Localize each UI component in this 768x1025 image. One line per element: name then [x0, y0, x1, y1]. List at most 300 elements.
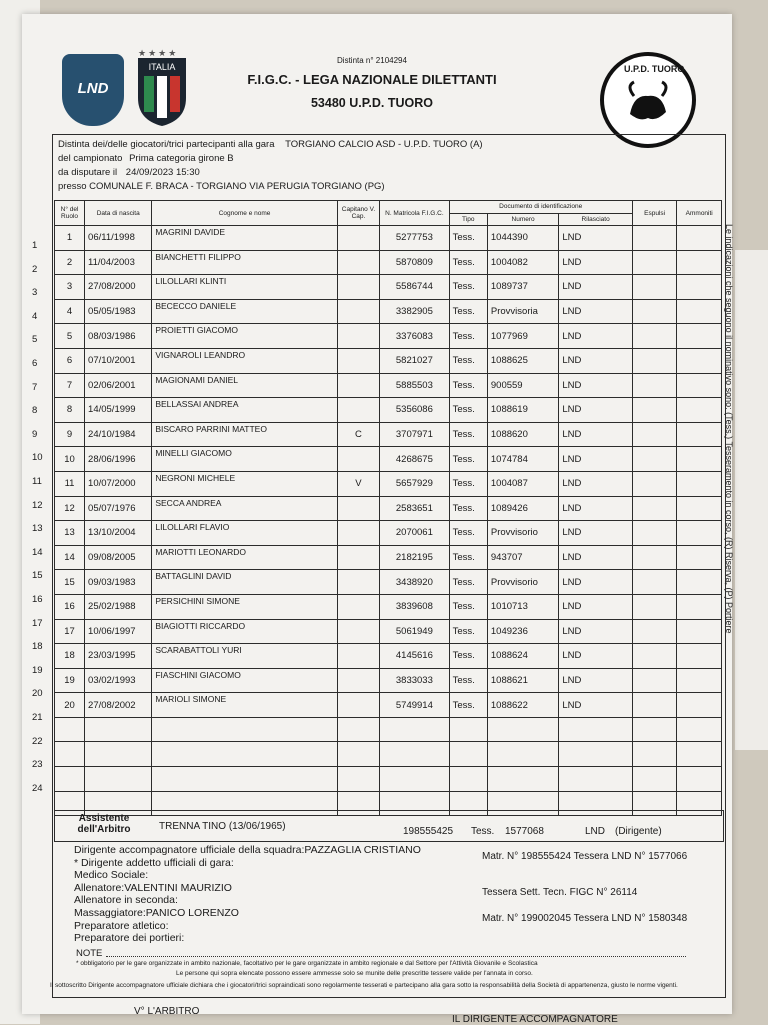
cell-ruolo [55, 717, 85, 742]
cell-numero: 900559 [487, 373, 558, 398]
cell-espulsi [632, 644, 677, 669]
cell-numero: 1010713 [487, 594, 558, 619]
cell-ammoniti [677, 496, 722, 521]
allenatore-id: Tessera Sett. Tecn. FIGC N° 26114 [482, 887, 638, 898]
col-nome: Cognome e nome [152, 201, 337, 226]
row-number: 19 [32, 664, 43, 676]
cell-ruolo: 16 [55, 594, 85, 619]
cell-nome [152, 767, 337, 792]
cell-ammoniti [677, 742, 722, 767]
cell-ruolo: 4 [55, 299, 85, 324]
date-line [58, 166, 483, 180]
cell-rilasciato: LND [559, 619, 633, 644]
row-number: 11 [32, 476, 42, 487]
table-row [55, 767, 722, 792]
cell-rilasciato [559, 767, 633, 792]
cell-capitano [337, 348, 379, 373]
cell-rilasciato [559, 717, 633, 742]
col-tipo: Tipo [449, 213, 487, 226]
cell-ruolo [55, 767, 85, 792]
cell-espulsi [632, 619, 677, 644]
cell-nome: MAGRINI DAVIDE [152, 226, 337, 251]
cell-capitano [337, 373, 379, 398]
cell-ruolo: 20 [55, 693, 85, 718]
staff-medico: Medico Sociale: [74, 869, 149, 882]
cell-tipo: Tess. [449, 422, 487, 447]
assistant-name: TRENNA TINO (13/06/1965) [159, 821, 286, 832]
cell-ammoniti [677, 570, 722, 595]
cell-ruolo: 9 [55, 422, 85, 447]
venue-line [58, 180, 483, 194]
cell-numero: 1088619 [487, 398, 558, 423]
staff-addetto: * Dirigente addetto ufficiali di gara: [74, 856, 234, 869]
cell-numero [487, 742, 558, 767]
table-row [55, 742, 722, 767]
cell-espulsi [632, 250, 677, 275]
match-value: TORGIANO CALCIO ASD - U.P.D. TUORO (A) [285, 139, 483, 150]
cell-tipo: Tess. [449, 373, 487, 398]
cell-capitano [337, 299, 379, 324]
staff-allenatore: Allenatore:VALENTINI MAURIZIO [74, 881, 232, 894]
cell-rilasciato [559, 742, 633, 767]
cell-nascita: 05/07/1976 [85, 496, 152, 521]
cell-nascita: 10/06/1997 [85, 619, 152, 644]
cell-rilasciato: LND [559, 373, 633, 398]
cell-numero: 1088624 [487, 644, 558, 669]
italia-logo [134, 50, 190, 128]
cell-capitano [337, 324, 379, 349]
cell-numero: 943707 [487, 545, 558, 570]
dirigente-id: Matr. N° 198555424 Tessera LND N° 1577066 [482, 851, 688, 862]
cell-nome: MAGIONAMI DANIEL [152, 373, 337, 398]
cell-nascita: 06/11/1998 [85, 226, 152, 251]
championship-value: Prima categoria girone B [129, 153, 234, 164]
row-number: 7 [32, 381, 38, 393]
cell-nome: SECCA ANDREA [152, 496, 337, 521]
cell-numero: 1044390 [487, 226, 558, 251]
cell-rilasciato: LND [559, 570, 633, 595]
table-row [55, 398, 722, 423]
cell-tipo: Tess. [449, 545, 487, 570]
cell-nascita: 03/02/1993 [85, 668, 152, 693]
championship-line [58, 152, 483, 166]
cell-matricola: 5586744 [380, 275, 449, 300]
table-row [55, 619, 722, 644]
cell-espulsi [632, 570, 677, 595]
cell-tipo: Tess. [449, 619, 487, 644]
cell-numero: 1004087 [487, 471, 558, 496]
cell-ammoniti [677, 348, 722, 373]
cell-ruolo: 10 [55, 447, 85, 472]
cell-nascita [85, 767, 152, 792]
col-capitano: Capitano V. Cap. [337, 201, 379, 226]
cell-tipo: Tess. [449, 447, 487, 472]
side-legend: Le indicazioni che seguono il nominativo sono: (Tess.) Tesseramento in corso, (R) Riserva, (P) Portiere [724, 224, 734, 634]
cell-tipo: Tess. [449, 521, 487, 546]
cell-ammoniti [677, 471, 722, 496]
cell-nascita: 25/02/1988 [85, 594, 152, 619]
cell-tipo: Tess. [449, 226, 487, 251]
cell-capitano: C [337, 422, 379, 447]
cell-ammoniti [677, 299, 722, 324]
staff-massaggiatore: Massaggiatore:PANICO LORENZO [74, 906, 239, 919]
cell-tipo: Tess. [449, 471, 487, 496]
staff-allenatore-seconda: Allenatore in seconda: [74, 894, 178, 907]
tuoro-logo-text: U.P.D. TUORO [624, 64, 685, 74]
cell-numero [487, 767, 558, 792]
cell-numero: 1089426 [487, 496, 558, 521]
cell-capitano [337, 226, 379, 251]
table-row [55, 299, 722, 324]
cell-capitano [337, 398, 379, 423]
assistant-tipo: Tess. [471, 826, 495, 837]
col-nascita: Data di nascita [85, 201, 152, 226]
cell-rilasciato: LND [559, 299, 633, 324]
cell-matricola: 5749914 [380, 693, 449, 718]
cell-numero: 1088622 [487, 693, 558, 718]
col-numero: Numero [487, 213, 558, 226]
assistant-matricola: 198555425 [403, 826, 454, 837]
note-label: NOTE [76, 948, 103, 959]
cell-matricola: 3376083 [380, 324, 449, 349]
match-label: Distinta dei/delle giocatori/trici partecipanti alla gara [58, 139, 275, 150]
cell-capitano: V [337, 471, 379, 496]
footnote-2: Le persone qui sopra elencate possono essere ammesse solo se munite delle prescritte tessere valide per l'annata in corso. [176, 970, 533, 977]
cell-espulsi [632, 373, 677, 398]
match-info [58, 138, 483, 194]
row-number: 16 [32, 594, 43, 605]
cell-tipo: Tess. [449, 668, 487, 693]
cell-ruolo: 5 [55, 324, 85, 349]
cell-capitano [337, 693, 379, 718]
cell-capitano [337, 447, 379, 472]
cell-espulsi [632, 496, 677, 521]
cell-tipo: Tess. [449, 644, 487, 669]
cell-rilasciato: LND [559, 447, 633, 472]
cell-nome: BECECCO DANIELE [152, 299, 337, 324]
preparatore-id: Matr. N° 199002045 Tessera LND N° 1580348 [482, 913, 688, 924]
cell-numero: 1077969 [487, 324, 558, 349]
row-number: 4 [32, 310, 38, 322]
cell-ammoniti [677, 422, 722, 447]
date-label: da disputare il [58, 167, 118, 178]
row-number: 13 [32, 523, 43, 535]
staff-list [74, 844, 474, 945]
cell-numero: 1088620 [487, 422, 558, 447]
cell-espulsi [632, 422, 677, 447]
table-row [55, 668, 722, 693]
cell-matricola: 2583651 [380, 496, 449, 521]
row-number: 8 [32, 405, 38, 417]
table-row [55, 348, 722, 373]
cell-nome: FIASCHINI GIACOMO [152, 668, 337, 693]
cell-tipo: Tess. [449, 594, 487, 619]
cell-rilasciato: LND [559, 422, 633, 447]
cell-tipo: Tess. [449, 324, 487, 349]
cell-capitano [337, 545, 379, 570]
cell-nascita: 05/05/1983 [85, 299, 152, 324]
row-number: 21 [32, 712, 43, 723]
cell-ammoniti [677, 545, 722, 570]
cell-nome: BELLASSAI ANDREA [152, 398, 337, 423]
match-roster-sheet [22, 14, 734, 1025]
cell-matricola: 2070061 [380, 521, 449, 546]
cell-capitano [337, 767, 379, 792]
row-number: 9 [32, 428, 38, 440]
cell-nome: LILOLLARI KLINTI [152, 275, 337, 300]
org-title: F.I.G.C. - LEGA NAZIONALE DILETTANTI [247, 72, 497, 87]
cell-capitano [337, 619, 379, 644]
assistant-numero: 1577068 [505, 826, 544, 837]
cell-ammoniti [677, 693, 722, 718]
col-ruolo: N° del Ruolo [55, 201, 85, 226]
cell-ammoniti [677, 250, 722, 275]
cell-espulsi [632, 693, 677, 718]
assistant-label: Assistente dell'Arbitro [77, 813, 131, 835]
cell-nome [152, 742, 337, 767]
col-rilasciato: Rilasciato [559, 213, 633, 226]
cell-espulsi [632, 742, 677, 767]
row-number: 2 [32, 263, 38, 275]
cell-nome: LILOLLARI FLAVIO [152, 521, 337, 546]
staff-dirigente: Dirigente accompagnatore ufficiale della squadra:PAZZAGLIA CRISTIANO [74, 844, 421, 856]
cell-rilasciato: LND [559, 668, 633, 693]
cell-rilasciato: LND [559, 545, 633, 570]
distinta-number: Distinta n° 2104294 [337, 56, 407, 65]
cell-capitano [337, 668, 379, 693]
match-line [58, 138, 483, 152]
row-number: 3 [32, 287, 38, 299]
venue-value: COMUNALE F. BRACA - TORGIANO VIA PERUGIA TORGIANO (PG) [89, 181, 385, 192]
table-row [55, 250, 722, 275]
cell-espulsi [632, 668, 677, 693]
cell-rilasciato: LND [559, 226, 633, 251]
cell-ruolo: 6 [55, 348, 85, 373]
table-row [55, 373, 722, 398]
cell-matricola [380, 742, 449, 767]
cell-matricola: 5821027 [380, 348, 449, 373]
cell-ruolo: 3 [55, 275, 85, 300]
cell-nascita [85, 742, 152, 767]
table-row [55, 447, 722, 472]
cell-matricola [380, 767, 449, 792]
cell-nome: MARIOLI SIMONE [152, 693, 337, 718]
cell-ammoniti [677, 668, 722, 693]
table-row [55, 594, 722, 619]
cell-numero: 1049236 [487, 619, 558, 644]
cell-rilasciato: LND [559, 348, 633, 373]
row-number: 10 [32, 452, 43, 464]
cell-matricola: 5885503 [380, 373, 449, 398]
date-value: 24/09/2023 15:30 [125, 167, 200, 178]
cell-nome: BIANCHETTI FILIPPO [152, 250, 337, 275]
cell-ruolo: 17 [55, 619, 85, 644]
cell-capitano [337, 521, 379, 546]
cell-numero: Provvisoria [487, 299, 558, 324]
cell-matricola: 3839608 [380, 594, 449, 619]
cell-ruolo: 2 [55, 250, 85, 275]
cell-nome: NEGRONI MICHELE [152, 471, 337, 496]
cell-nascita: 13/10/2004 [85, 521, 152, 546]
cell-espulsi [632, 226, 677, 251]
table-row [55, 521, 722, 546]
cell-numero: Provvisorio [487, 570, 558, 595]
cell-capitano [337, 496, 379, 521]
cell-tipo: Tess. [449, 299, 487, 324]
cell-espulsi [632, 767, 677, 792]
col-espulsi: Espulsi [632, 201, 677, 226]
cell-espulsi [632, 594, 677, 619]
table-row [55, 496, 722, 521]
table-header-row [55, 201, 722, 214]
cell-ruolo: 19 [55, 668, 85, 693]
cell-espulsi [632, 348, 677, 373]
row-number: 12 [32, 499, 43, 511]
cell-nome: SCARABATTOLI YURI [152, 644, 337, 669]
cell-nascita: 14/05/1999 [85, 398, 152, 423]
cell-nome: MARIOTTI LEONARDO [152, 545, 337, 570]
cell-ruolo: 12 [55, 496, 85, 521]
cell-matricola: 5870809 [380, 250, 449, 275]
table-row [55, 275, 722, 300]
row-number: 22 [32, 735, 43, 747]
assistant-role: (Dirigente) [615, 826, 662, 837]
cell-nome: BIAGIOTTI RICCARDO [152, 619, 337, 644]
cell-ruolo: 8 [55, 398, 85, 423]
table-row [55, 422, 722, 447]
championship-label: del campionato [58, 153, 123, 164]
cell-ammoniti [677, 717, 722, 742]
cell-matricola: 3438920 [380, 570, 449, 595]
cell-espulsi [632, 398, 677, 423]
row-number: 14 [32, 546, 43, 558]
cell-numero: 1088625 [487, 348, 558, 373]
cell-nascita: 24/10/1984 [85, 422, 152, 447]
cell-ammoniti [677, 767, 722, 792]
cell-numero [487, 717, 558, 742]
cell-tipo: Tess. [449, 250, 487, 275]
cell-nascita [85, 717, 152, 742]
staff-preparatore-atletico: Preparatore atletico: [74, 919, 169, 932]
cell-espulsi [632, 447, 677, 472]
table-row [55, 717, 722, 742]
cell-ammoniti [677, 275, 722, 300]
col-ammoniti: Ammoniti [677, 201, 722, 226]
cell-espulsi [632, 521, 677, 546]
cell-capitano [337, 742, 379, 767]
cell-rilasciato: LND [559, 275, 633, 300]
cell-espulsi [632, 324, 677, 349]
cell-ruolo: 1 [55, 226, 85, 251]
cell-matricola: 3382905 [380, 299, 449, 324]
cell-nascita: 09/03/1983 [85, 570, 152, 595]
col-documento: Documento di identificazione [449, 201, 632, 214]
cell-tipo: Tess. [449, 570, 487, 595]
row-number: 1 [32, 240, 38, 251]
cell-tipo [449, 742, 487, 767]
cell-matricola: 5657929 [380, 471, 449, 496]
cell-rilasciato: LND [559, 521, 633, 546]
players-body [55, 226, 722, 816]
cell-matricola [380, 717, 449, 742]
cell-ruolo: 13 [55, 521, 85, 546]
table-row [55, 693, 722, 718]
row-number: 17 [32, 617, 43, 629]
cell-espulsi [632, 545, 677, 570]
cell-matricola: 5277753 [380, 226, 449, 251]
italia-logo-text: ITALIA [148, 62, 176, 72]
cell-capitano [337, 250, 379, 275]
cell-matricola: 3833033 [380, 668, 449, 693]
cell-ruolo: 7 [55, 373, 85, 398]
cell-nascita: 02/06/2001 [85, 373, 152, 398]
arbitro-signature-label: V° L'ARBITRO [134, 1006, 200, 1017]
cell-capitano [337, 644, 379, 669]
cell-nascita: 27/08/2000 [85, 275, 152, 300]
table-row [55, 471, 722, 496]
row-number: 24 [32, 782, 43, 794]
cell-tipo [449, 717, 487, 742]
cell-ruolo: 11 [55, 471, 85, 496]
cell-matricola: 2182195 [380, 545, 449, 570]
cell-nome: PERSICHINI SIMONE [152, 594, 337, 619]
cell-capitano [337, 570, 379, 595]
cell-rilasciato: LND [559, 324, 633, 349]
cell-nome: BATTAGLINI DAVID [152, 570, 337, 595]
cell-tipo: Tess. [449, 348, 487, 373]
cell-ruolo: 15 [55, 570, 85, 595]
cell-ammoniti [677, 594, 722, 619]
cell-ammoniti [677, 398, 722, 423]
row-number: 18 [32, 641, 43, 653]
cell-espulsi [632, 717, 677, 742]
cell-numero: Provvisorio [487, 521, 558, 546]
table-row [55, 545, 722, 570]
lnd-logo: LND [62, 54, 124, 126]
venue-label: presso [58, 181, 87, 192]
stars-icon: ★★★★ [138, 48, 179, 58]
cell-nome: VIGNAROLI LEANDRO [152, 348, 337, 373]
cell-nascita: 09/08/2005 [85, 545, 152, 570]
table-row [55, 226, 722, 251]
cell-capitano [337, 594, 379, 619]
cell-capitano [337, 717, 379, 742]
cell-espulsi [632, 471, 677, 496]
footnote-1: * obbligatorio per le gare organizzate in ambito nazionale, facoltativo per le gare organizzate in ambito regionale e dal Settore per l'Attività Giovanile e Scolastica [76, 960, 538, 967]
cell-matricola: 4268675 [380, 447, 449, 472]
table-row [55, 324, 722, 349]
row-number: 20 [32, 688, 43, 700]
note-line [106, 956, 686, 957]
cell-numero: 1004082 [487, 250, 558, 275]
cell-ruolo [55, 742, 85, 767]
cell-matricola: 3707971 [380, 422, 449, 447]
cell-capitano [337, 275, 379, 300]
cell-ruolo: 14 [55, 545, 85, 570]
cell-ammoniti [677, 324, 722, 349]
cell-numero: 1074784 [487, 447, 558, 472]
cell-ammoniti [677, 644, 722, 669]
cell-tipo: Tess. [449, 275, 487, 300]
table-row [55, 570, 722, 595]
cell-tipo: Tess. [449, 398, 487, 423]
cell-rilasciato: LND [559, 644, 633, 669]
cell-numero: 1089737 [487, 275, 558, 300]
staff-preparatore-portieri: Preparatore dei portieri: [74, 932, 185, 945]
col-matricola: N. Matricola F.I.G.C. [380, 201, 449, 226]
cell-numero: 1088621 [487, 668, 558, 693]
cell-ammoniti [677, 226, 722, 251]
